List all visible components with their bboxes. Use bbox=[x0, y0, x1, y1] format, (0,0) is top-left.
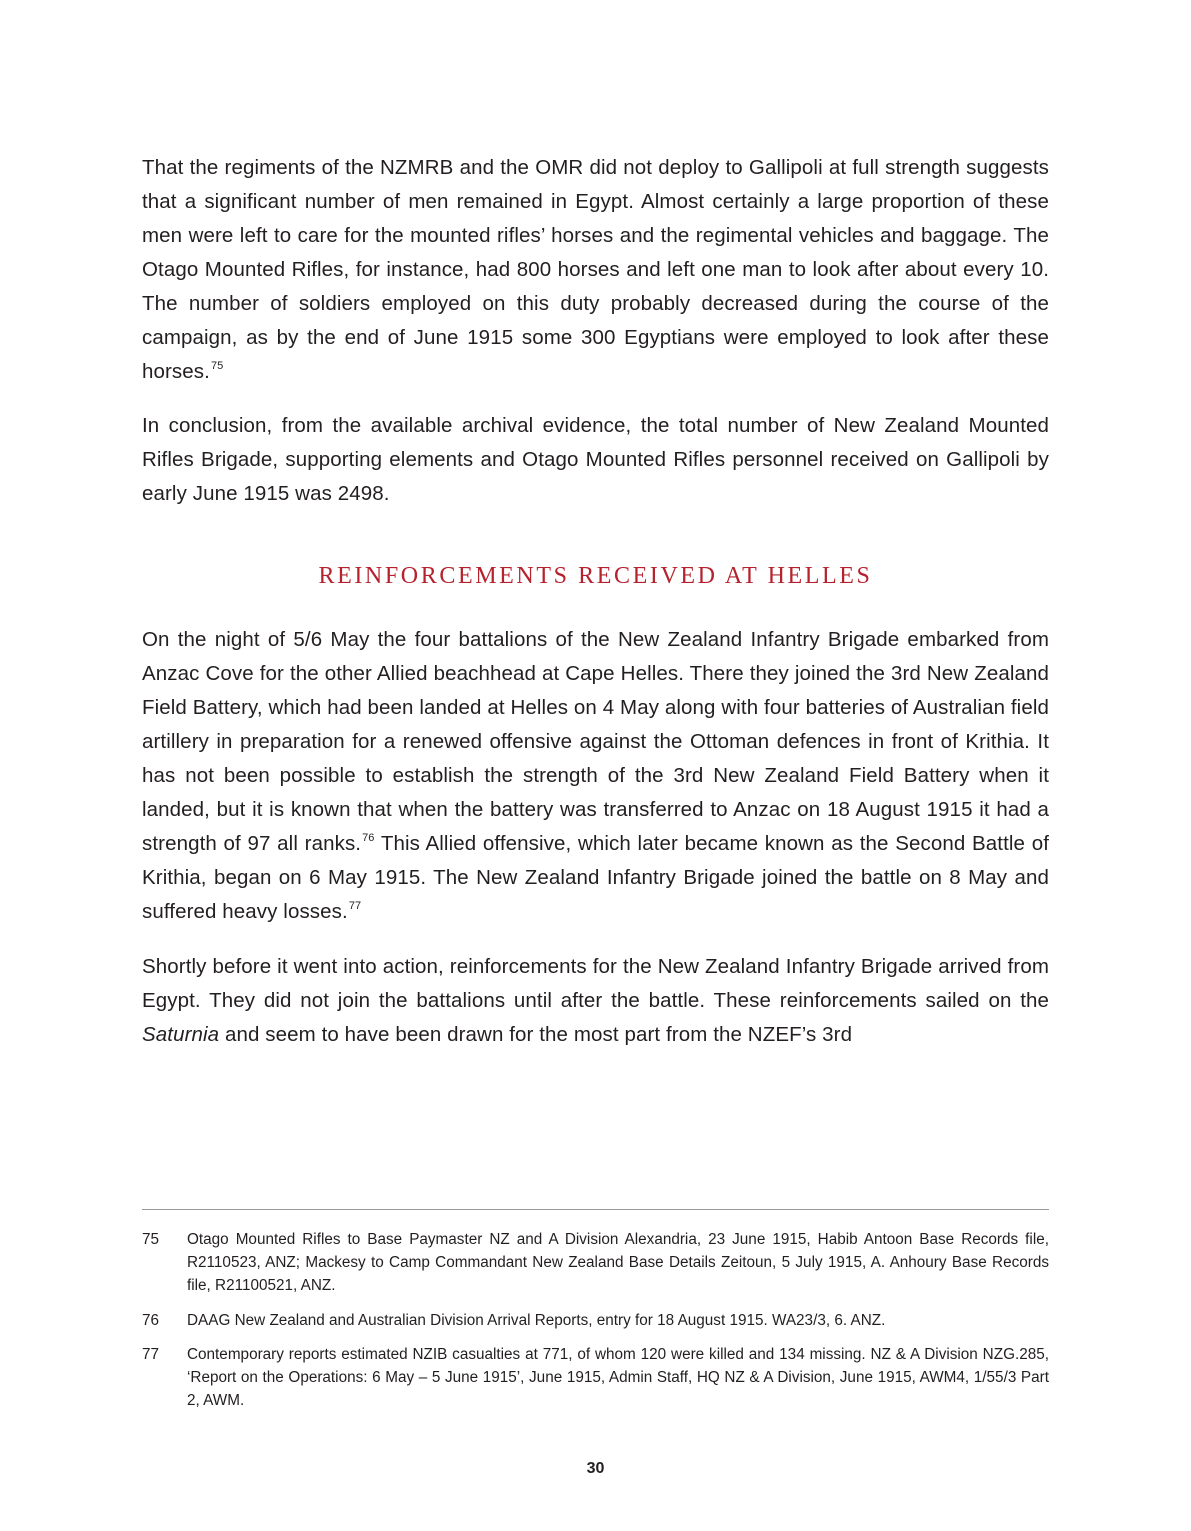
footnote bbox=[142, 1343, 1049, 1412]
paragraph-text: On the night of 5/6 May the four battalions of the New Zealand Infantry Brigade embarked from Anzac Cove for the other Allied beachhead at Cape Helles. There they joined the 3rd New Zealand Field Battery, which had been landed at Helles on 4 May along with four batteries of Australian field artillery in preparation for a renewed offensive against the Ottoman defences in front of Krithia. It has not been possible to establish the strength of the 3rd New Zealand Field Battery when it landed, but it is known that when the battery was transferred to Anzac on 18 August 1915 it had a strength of 97 all ranks. bbox=[142, 628, 1049, 855]
section-heading: REINFORCEMENTS RECEIVED AT HELLES bbox=[318, 563, 873, 589]
footnote-number: 76 bbox=[142, 1312, 160, 1329]
footnote-number: 75 bbox=[142, 1231, 160, 1248]
footnote-text: DAAG New Zealand and Australian Division Arrival Reports, entry for 18 August 1915. WA23/3, 6. ANZ. bbox=[187, 1312, 886, 1329]
paragraph-text: and seem to have been drawn for the most part from the NZEF’s 3rd bbox=[219, 1023, 853, 1046]
footnote-text: Otago Mounted Rifles to Base Paymaster NZ and A Division Alexandria, 23 June 1915, Habib Antoon Base Records file, R2110523, ANZ; Mackesy to Camp Commandant New Zealand Base Details Zeitoun, 5 July 1915, A. Anhoury Base Records file, R21100521, ANZ. bbox=[187, 1231, 1049, 1294]
paragraph-text: In conclusion, from the available archival evidence, the total number of New Zealand Mounted Rifles Brigade, supporting elements and Otago Mounted Rifles personnel received on Gallipoli by early June 1915 was 2498. bbox=[142, 414, 1049, 505]
footnote-reference[interactable]: 76 bbox=[362, 832, 375, 844]
page-number: 30 bbox=[586, 1460, 605, 1477]
footnote-reference[interactable]: 75 bbox=[210, 360, 224, 372]
ship-name: Saturnia bbox=[142, 1023, 220, 1046]
footnote-reference[interactable]: 77 bbox=[348, 900, 362, 912]
paragraph-text: That the regiments of the NZMRB and the OMR did not deploy to Gallipoli at full strength suggests that a significant number of men remained in Egypt. Almost certainly a large proportion of these men were left to care for the mounted rifles’ horses and the regimental vehicles and baggage. The Otago Mounted Rifles, for instance, had 800 horses and left one man to look after about every 10. The number of soldiers employed on this duty probably decreased during the course of the campaign, as by the end of June 1915 some 300 Egyptians were employed to look after these horses. bbox=[142, 156, 1049, 383]
body-paragraph bbox=[142, 151, 1049, 389]
body-paragraph bbox=[142, 950, 1049, 1052]
footnote bbox=[142, 1309, 1049, 1332]
paragraph-text: This Allied offensive, which later became known as the Second Battle of Krithia, began on 6 May 1915. The New Zealand Infantry Brigade joined the battle on 8 May and suffered heavy losses. bbox=[142, 832, 1049, 923]
footnote-divider bbox=[142, 1209, 1049, 1210]
body-paragraph bbox=[142, 623, 1049, 929]
footnote-text: Contemporary reports estimated NZIB casualties at 771, of whom 120 were killed and 134 missing. NZ & A Division NZG.285, ‘Report on the Operations: 6 May – 5 June 1915’, June 1915, Admin Staff, HQ NZ & A Division, June 1915, AWM4, 1/55/3 Part 2, AWM. bbox=[187, 1346, 1049, 1409]
footnote-number: 77 bbox=[142, 1346, 160, 1363]
body-paragraph bbox=[142, 409, 1049, 511]
footnote bbox=[142, 1228, 1049, 1297]
paragraph-text: Shortly before it went into action, reinforcements for the New Zealand Infantry Brigade arrived from Egypt. They did not join the battalions until after the battle. These reinforcements sailed on the bbox=[142, 955, 1049, 1012]
